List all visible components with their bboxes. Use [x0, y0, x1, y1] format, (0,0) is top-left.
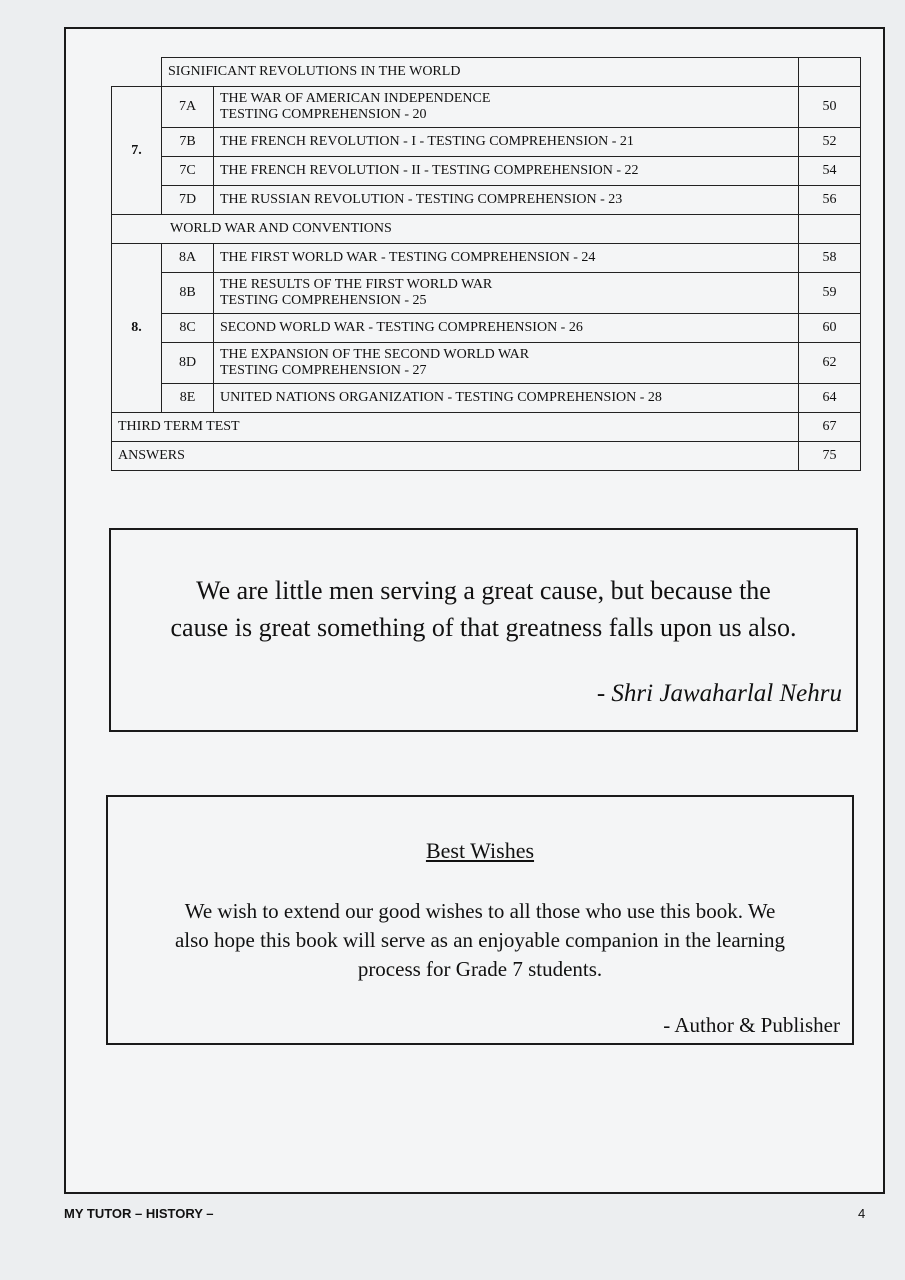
- toc-page: 75: [799, 442, 861, 471]
- toc-title-subline: TESTING COMPREHENSION - 27: [220, 363, 427, 378]
- toc-row: [112, 244, 861, 273]
- toc-code: 8E: [162, 384, 214, 413]
- best-wishes-line: also hope this book will serve as an enjoyable companion in the learning: [174, 928, 785, 952]
- toc-page: 67: [799, 413, 861, 442]
- toc-section-7-heading: SIGNIFICANT REVOLUTIONS IN THE WORLD: [162, 58, 799, 87]
- toc-title-line: THE RESULTS OF THE FIRST WORLD WAR: [220, 277, 493, 292]
- toc-title: UNITED NATIONS ORGANIZATION - TESTING COMPREHENSION - 28: [214, 384, 799, 413]
- toc-row: [112, 128, 861, 157]
- toc-row: [112, 273, 861, 314]
- toc-code: 7D: [162, 186, 214, 215]
- toc-title: THE RUSSIAN REVOLUTION - TESTING COMPREHENSION - 23: [214, 186, 799, 215]
- toc-title: SECOND WORLD WAR - TESTING COMPREHENSION - 26: [214, 314, 799, 343]
- toc-title-subline: TESTING COMPREHENSION - 25: [220, 293, 427, 308]
- toc-row: [112, 384, 861, 413]
- toc-third-term-test-title: THIRD TERM TEST: [112, 413, 799, 442]
- toc-section-7-number: 7.: [112, 87, 162, 215]
- toc-row: [112, 343, 861, 384]
- best-wishes-line: process for Grade 7 students.: [357, 957, 603, 981]
- toc-code: 8D: [162, 343, 214, 384]
- toc-code: 8A: [162, 244, 214, 273]
- toc-page: 52: [799, 128, 861, 157]
- toc-code: 8C: [162, 314, 214, 343]
- toc-row: [112, 186, 861, 215]
- table-of-contents: [111, 57, 861, 471]
- toc-page: 62: [799, 343, 861, 384]
- quote-line: cause is great something of that greatness falls upon us also.: [170, 613, 797, 642]
- toc-page: 59: [799, 273, 861, 314]
- best-wishes-line: We wish to extend our good wishes to all those who use this book. We: [184, 899, 776, 923]
- toc-title-subline: TESTING COMPREHENSION - 20: [220, 107, 427, 122]
- toc-title: THE FIRST WORLD WAR - TESTING COMPREHENSION - 24: [214, 244, 799, 273]
- quote-line: We are little men serving a great cause, but because the: [196, 576, 771, 605]
- footer-book-title: MY TUTOR – HISTORY –: [64, 1206, 214, 1221]
- toc-section-heading-row: [112, 215, 861, 244]
- toc-row-third-term-test: [112, 413, 861, 442]
- toc-row: [112, 157, 861, 186]
- toc-title-line: THE WAR OF AMERICAN INDEPENDENCE: [220, 91, 491, 106]
- toc-page: 58: [799, 244, 861, 273]
- quote-author: - Shri Jawaharlal Nehru: [596, 680, 842, 707]
- toc-page: 60: [799, 314, 861, 343]
- quote-box: [109, 528, 858, 732]
- toc-section-8-number: 8.: [112, 244, 162, 413]
- toc-title: THE FRENCH REVOLUTION - II - TESTING COMPREHENSION - 22: [214, 157, 799, 186]
- toc-code: 7B: [162, 128, 214, 157]
- toc-title-line: THE EXPANSION OF THE SECOND WORLD WAR: [220, 347, 530, 362]
- toc-section-heading-row: [112, 58, 861, 87]
- toc-row: [112, 314, 861, 343]
- toc-title: [214, 343, 799, 384]
- best-wishes-box: [106, 795, 854, 1045]
- toc-code: 7A: [162, 87, 214, 128]
- toc-title: THE FRENCH REVOLUTION - I - TESTING COMPREHENSION - 21: [214, 128, 799, 157]
- toc-code: 8B: [162, 273, 214, 314]
- toc-row: [112, 87, 861, 128]
- toc-page: 54: [799, 157, 861, 186]
- toc-title: [214, 273, 799, 314]
- toc-row-answers: [112, 442, 861, 471]
- best-wishes-signature: - Author & Publisher: [663, 1013, 840, 1037]
- best-wishes-text: [124, 897, 836, 984]
- best-wishes-title: Best Wishes: [425, 838, 535, 863]
- toc-code: 7C: [162, 157, 214, 186]
- quote-text: [121, 572, 846, 646]
- toc-page: 50: [799, 87, 861, 128]
- footer-page-number: 4: [858, 1206, 866, 1221]
- toc-title: [214, 87, 799, 128]
- toc-page: 64: [799, 384, 861, 413]
- toc-page: 56: [799, 186, 861, 215]
- toc-section-8-heading: WORLD WAR AND CONVENTIONS: [112, 215, 799, 244]
- toc-answers-title: ANSWERS: [112, 442, 799, 471]
